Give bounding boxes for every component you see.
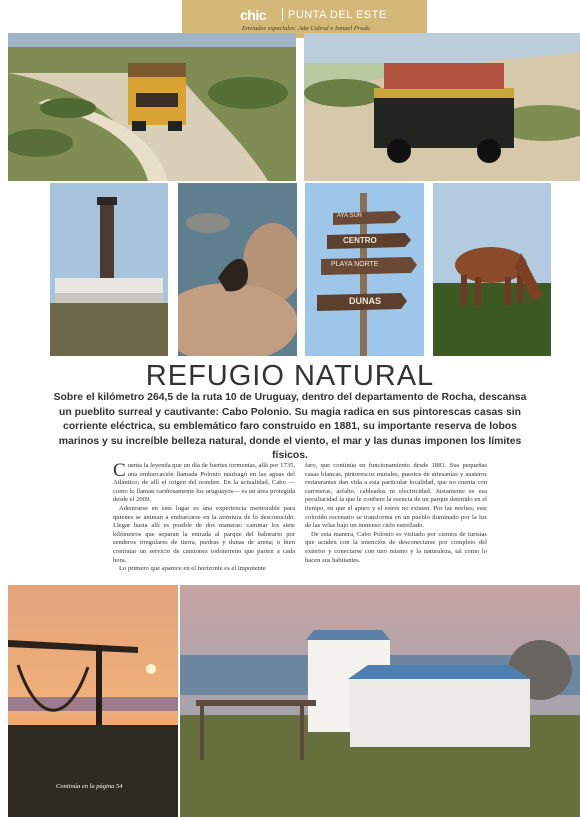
article-title: REFUGIO NATURAL bbox=[145, 360, 435, 392]
body-column-2 bbox=[305, 462, 487, 565]
paragraph bbox=[113, 462, 295, 505]
photo-lighthouse bbox=[50, 183, 168, 356]
section-title: PUNTA DEL ESTE bbox=[288, 9, 387, 21]
header-divider bbox=[282, 8, 283, 21]
paragraph-text: uenta la leyenda que un día de fuertes tormentas, allá por 1735, una embarcación llamada Polonio naufragó en las aguas del Atlántico; de allí el origen del nombre. En la actualidad, Cabo —como lo llaman cariñosamente los uruguayos— es un área protegida desde el 2009. bbox=[113, 462, 295, 504]
paragraph: Lo primero que aparece en el horizonte es el imponente bbox=[119, 565, 266, 573]
body-column-1 bbox=[113, 462, 295, 574]
sign-playa-norte: PLAYA NORTE bbox=[331, 261, 379, 268]
photo-truck-on-dirt-road bbox=[8, 33, 296, 181]
sign-dunas: DUNAS bbox=[349, 296, 382, 306]
continued-caption: Continúa en la página 54 bbox=[56, 783, 123, 790]
paragraph: Adentrarse en este lugar es una experiencia memorable para quienes se animan a embarcarse en la aventura de lo desconocido. Llegar hasta allí es posible de dos maneras: caminar los siete kilómetros que separan la entrada al parque del balneario por senderos irregulares de tierra, piedras y dunas de arena; o bien contratar un servicio de camiones todoterreno que parten a cada hora. bbox=[113, 504, 295, 564]
photo-horse-grazing bbox=[433, 183, 551, 356]
article-lede: Sobre el kilómetro 264,5 de la ruta 10 de Uruguay, dentro del departamento de Rocha, descansa un pueblito surreal y cautivante: Cabo Polonio. Su magia radica en sus pintorescas casas sin corriente eléctrica, su emblemático faro construido en 1881, su importante reserva de lobos marinos y su increíble belleza natural, donde el viento, el mar y las dunas imponen los límites físicos. bbox=[53, 392, 527, 462]
sign-centro: CENTRO bbox=[343, 236, 377, 245]
byline: Enviados especiales: Ada Cabral e Ismael Prado bbox=[242, 25, 371, 32]
paragraph: faro, que continúa en funcionamiento desde 1881. Sus pequeñas casas blancas, pintorescos murales, puestos de artesanías y austeros restaurantes dan vida a esta particular localidad, que no cuenta con carreteras, asfalto, cableados ni electricidad. Justamente es esa peculiaridad la que le confiere la esencia de un parque detenido en el tiempo, en que el apuro y el estrés no existen. Por las noches, este colorido escenario se transforma en un pueblo iluminado por la luz de las velas bajo un inmenso cielo estrellado. bbox=[305, 462, 487, 530]
photo-sea-lion-on-rocks bbox=[178, 183, 297, 356]
drop-cap: C bbox=[113, 460, 126, 481]
sign-aya-sur: AYA SUR bbox=[337, 213, 363, 219]
photo-signpost bbox=[305, 183, 424, 356]
paragraph: De esta manera, Cabo Polonio es visitado por cientos de turistas que acuden con la intención de desconectarse por completo del exterior y conectarse con uno mismo y la naturaleza, tal como lo hacen sus habitantes. bbox=[305, 530, 487, 564]
photo-white-house bbox=[180, 585, 580, 817]
photo-jeep-with-tourists bbox=[304, 33, 580, 181]
magazine-logo: chic bbox=[240, 7, 267, 23]
